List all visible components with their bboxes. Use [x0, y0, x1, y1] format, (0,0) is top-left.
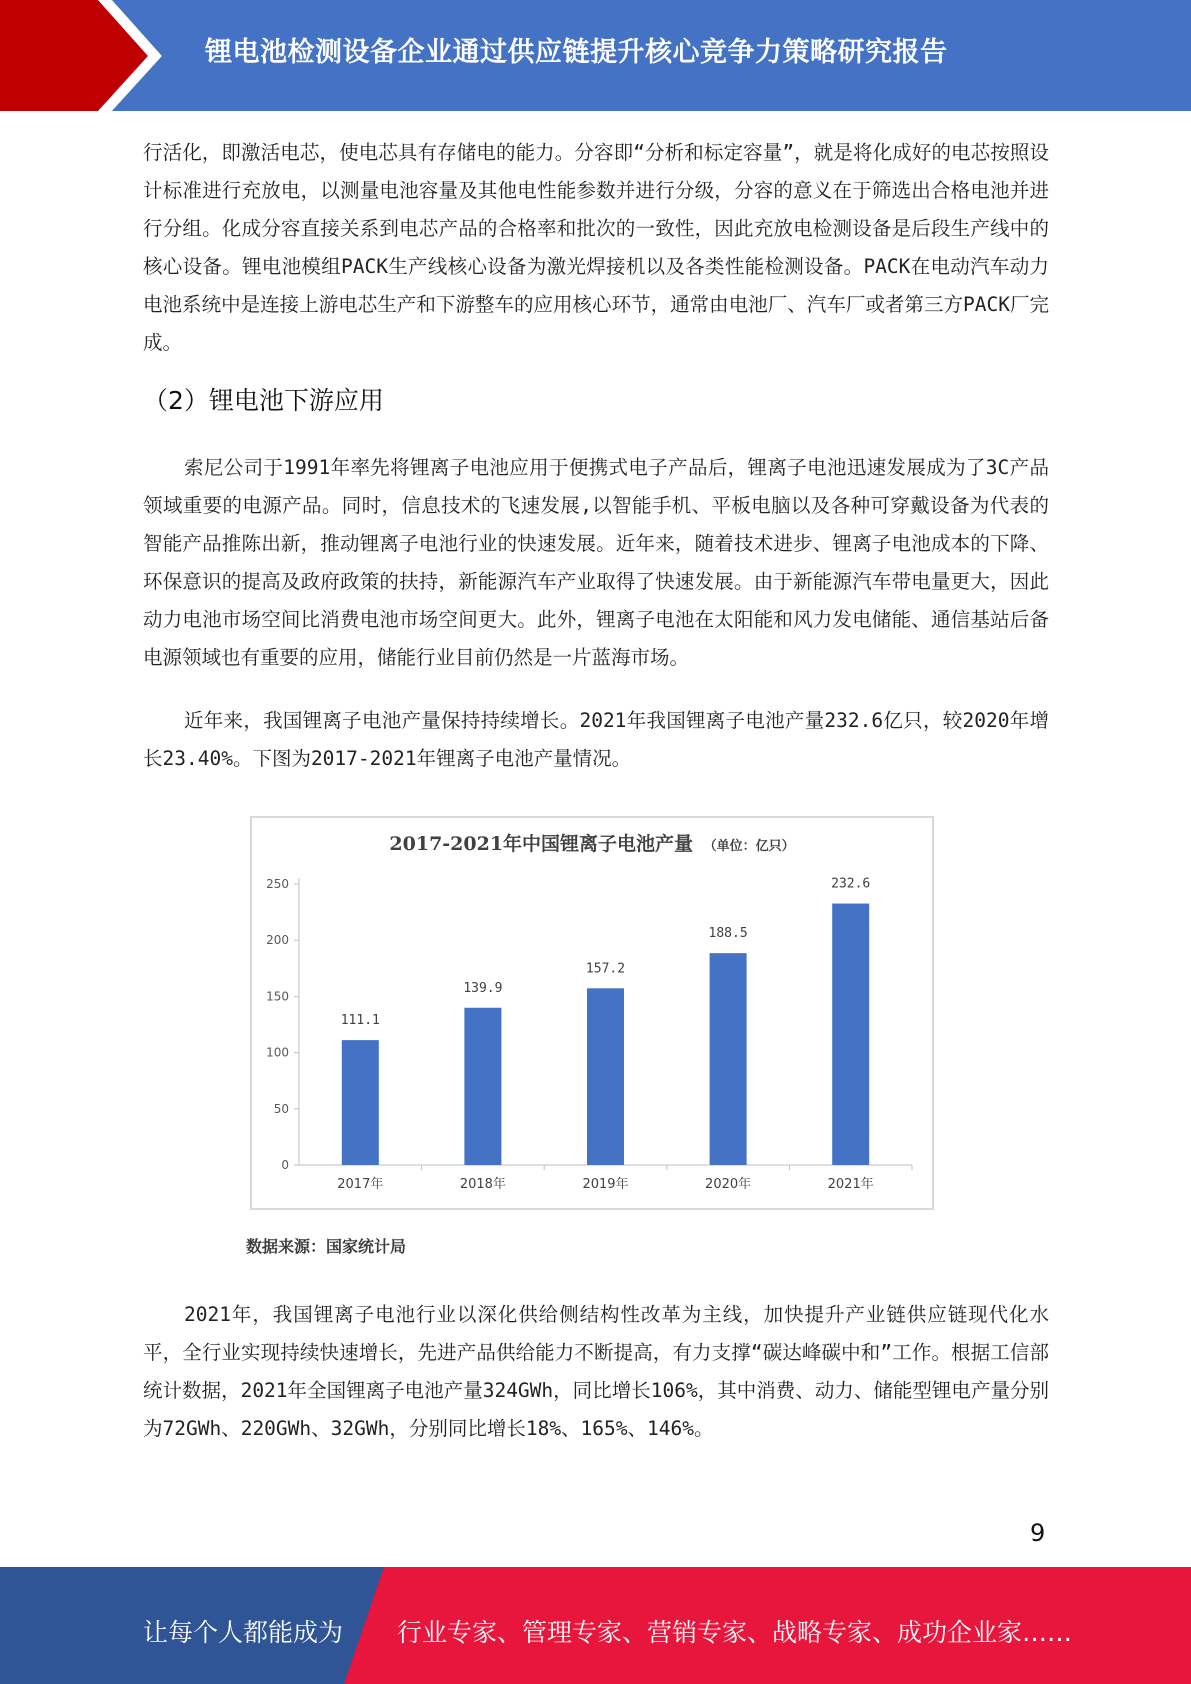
- paragraph-production-growth: 近年来，我国锂离子电池产量保持持续增长。2021年我国锂离子电池产量232.6亿只，较2020年增长23.40%。下图为2017-2021年锂离子电池产量情况。: [143, 709, 1049, 770]
- x-tick-label: 2021年: [827, 1177, 874, 1192]
- battery-production-chart: [250, 816, 934, 1210]
- chart-unit-note: （单位：亿只）: [699, 839, 795, 854]
- bar-value-label: 157.2: [585, 961, 626, 977]
- y-tick-label: 250: [266, 877, 289, 891]
- bar-value-label: 111.1: [340, 1013, 380, 1029]
- x-tick-label: 2020年: [705, 1177, 752, 1192]
- bar-value-label: 232.6: [831, 876, 871, 892]
- bar-value-label: 139.9: [463, 980, 503, 996]
- page-header: [0, 0, 1191, 111]
- y-tick-label: 150: [266, 989, 289, 1004]
- page-footer: [0, 1567, 1191, 1684]
- bar-2019年: [587, 988, 624, 1165]
- chart-svg: [252, 818, 932, 1208]
- paragraph-formation-grading: 行活化，即激活电芯，使电芯具有存储电的能力。分容即“分析和标定容量”，就是将化成好的电芯按照设计标准进行充放电，以测量电池容量及其他电性能参数并进行分级，分容的意义在于筛选出合格电池并进行分组。化成分容直接关系到电芯产品的合格率和批次的一致性，因此充放电检测设备是后段生产线中的核心设备。锂电池模组PACK生产线核心设备为激光焊接机以及各类性能检测设备。PACK在电动汽车动力电池系统中是连接上游电芯生产和下游整车的应用核心环节，通常由电池厂、汽车厂或者第三方PACK厂完成。: [143, 141, 1049, 354]
- footer-slogan-right: 行业专家、管理专家、营销专家、战略专家、成功企业家……: [397, 1618, 1073, 1647]
- data-source: 数据来源：国家统计局: [246, 1237, 407, 1256]
- chart-title: [389, 832, 794, 855]
- x-tick-label: 2017年: [337, 1177, 384, 1192]
- y-tick-label: 50: [273, 1101, 289, 1116]
- bar-2021年: [832, 904, 869, 1165]
- y-tick-label: 200: [266, 933, 289, 948]
- bar-2017年: [342, 1040, 379, 1165]
- x-tick-label: 2019年: [582, 1177, 629, 1192]
- paragraph-downstream-applications: 索尼公司于1991年率先将锂离子电池应用于便携式电子产品后，锂离子电池迅速发展成为了3C产品领域重要的电源产品。同时，信息技术的飞速发展,以智能手机、平板电脑以及各种可穿戴设备为代表的智能产品推陈出新，推动锂离子电池行业的快速发展。近年来，随着技术进步、锂离子电池成本的下降、环保意识的提高及政府政策的扶持，新能源汽车产业取得了快速发展。由于新能源汽车带电量更大，因此动力电池市场空间比消费电池市场空间更大。此外，锂离子电池在太阳能和风力发电储能、通信基站后备电源领域也有重要的应用，储能行业目前仍然是一片蓝海市场。: [143, 456, 1049, 669]
- x-tick-label: 2018年: [459, 1177, 506, 1192]
- footer-slogan-left: 让每个人都能成为: [143, 1618, 344, 1647]
- y-tick-label: 0: [281, 1158, 289, 1172]
- chart-title-text: 2017-2021年中国锂离子电池产量: [389, 833, 694, 855]
- bar-value-label: 188.5: [708, 926, 748, 942]
- bar-2018年: [464, 1008, 501, 1165]
- paragraph-2021-industry: 2021年，我国锂离子电池行业以深化供给侧结构性改革为主线，加快提升产业链供应链现代化水平，全行业实现持续快速增长，先进产品供给能力不断提高，有力支撑“碳达峰碳中和”工作。根据工信部统计数据，2021年全国锂离子电池产量324GWh，同比增长106%，其中消费、动力、储能型锂电产量分别为72GWh、220GWh、32GWh，分别同比增长18%、165%、146%。: [143, 1303, 1049, 1440]
- page-number: 9: [1030, 1519, 1046, 1547]
- report-title: 锂电池检测设备企业通过供应链提升核心竞争力策略研究报告: [205, 37, 948, 68]
- y-tick-label: 100: [266, 1045, 289, 1060]
- section-heading: （2）锂电池下游应用: [143, 386, 384, 415]
- bar-2020年: [710, 953, 747, 1165]
